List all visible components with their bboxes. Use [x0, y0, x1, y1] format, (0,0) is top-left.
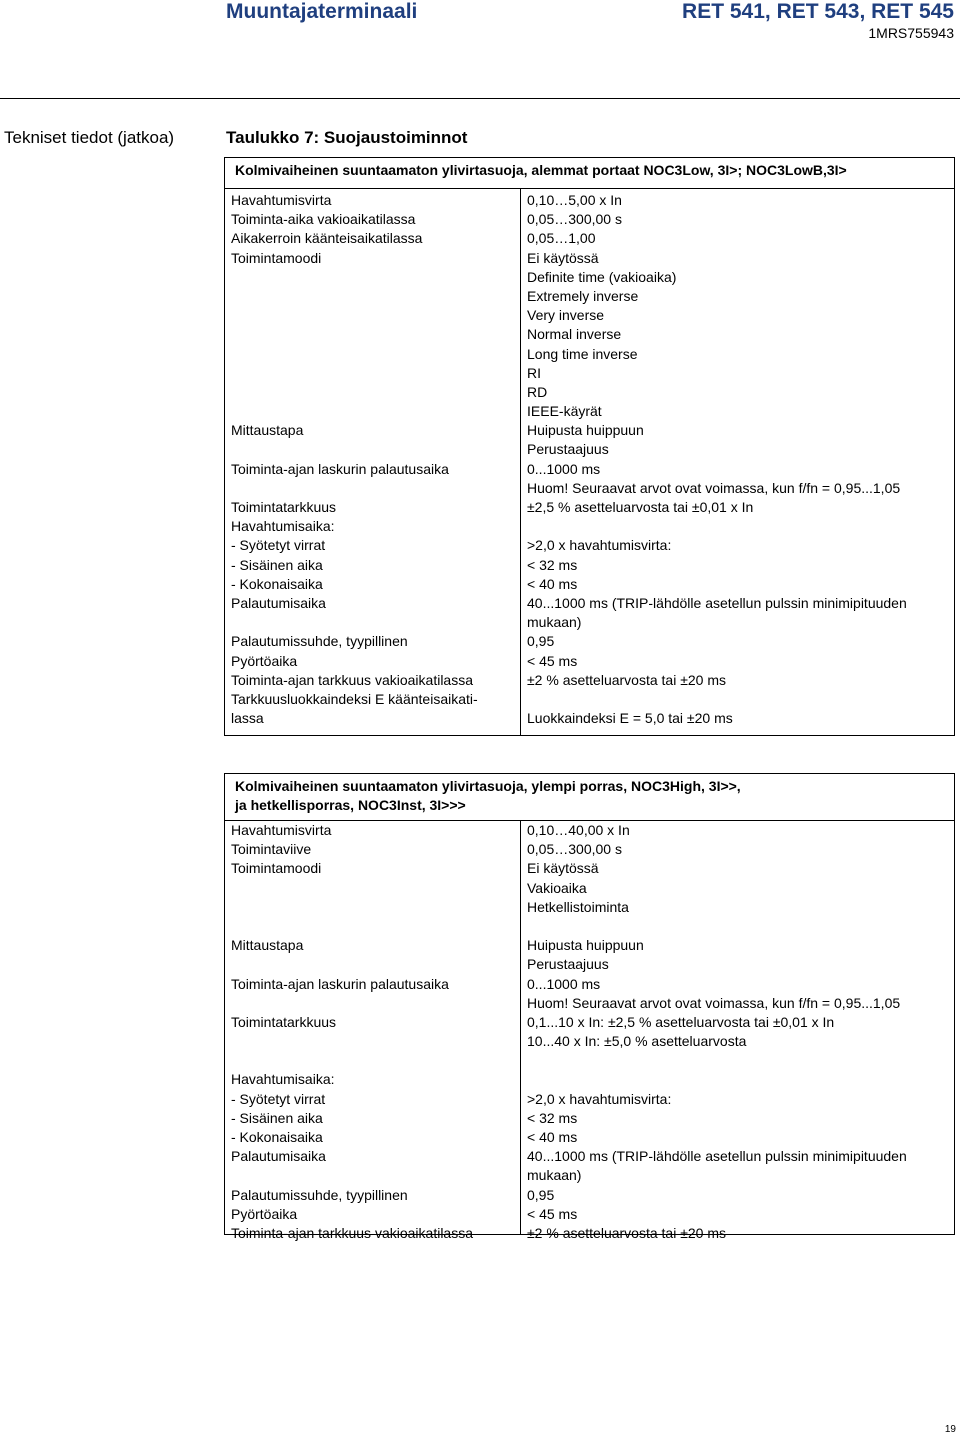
parameter-value: Vakioaika: [527, 879, 587, 896]
parameter-value: 0,95: [527, 633, 555, 650]
parameter-value: Huom! Seuraavat arvot ovat voimassa, kun f/fn = 0,95...1,05: [527, 994, 901, 1011]
parameter-label: Pyörtöaika: [231, 652, 298, 669]
parameter-value: mukaan): [527, 614, 582, 631]
parameter-label: Pyörtöaika: [231, 1205, 298, 1222]
parameter-value: < 32 ms: [527, 1109, 578, 1126]
page-number: 19: [944, 1424, 956, 1435]
parameter-label: Palautumisaika: [231, 594, 326, 611]
parameter-value: mukaan): [527, 1167, 582, 1184]
parameter-value: 0,10…40,00 x In: [527, 822, 630, 838]
table-heading: [225, 774, 954, 821]
parameter-value: ±2 % asetteluarvosta tai ±20 ms: [527, 1224, 727, 1241]
parameter-value: Definite time (vakioaika): [527, 268, 677, 285]
table-heading: Kolmivaiheinen suuntaamaton ylivirtasuoja, alemmat portaat NOC3Low, 3I>; NOC3LowB,3I>: [225, 158, 954, 189]
parameter-label: [231, 287, 513, 306]
parameter-label: - Sisäinen aika: [231, 1109, 323, 1126]
parameter-value: < 40 ms: [527, 575, 578, 592]
parameter-value: RI: [527, 364, 541, 381]
parameter-label: - Kokonaisaika: [231, 575, 323, 592]
parameter-label: [231, 402, 513, 421]
parameter-label: Toiminta-aika vakioaikatilassa: [231, 211, 416, 228]
parameter-label: [231, 917, 513, 936]
parameter-label: Tarkkuusluokkaindeksi E käänteisaikati-: [231, 690, 478, 707]
product-title: RET 541, RET 543, RET 545: [682, 0, 954, 23]
parameter-value: 0,95: [527, 1186, 555, 1203]
parameter-value: Hetkellistoiminta: [527, 898, 629, 915]
value-column: [527, 821, 951, 1243]
parameter-value: ±2,5 % asetteluarvosta tai ±0,01 x In: [527, 499, 754, 515]
column-divider: [520, 189, 521, 735]
parameter-value: 40...1000 ms (TRIP-lähdölle asetellun pulssin minimipituuden: [527, 594, 907, 611]
parameter-label: [231, 345, 513, 364]
parameter-value: RD: [527, 383, 548, 400]
parameter-value: 0...1000 ms: [527, 975, 601, 992]
parameter-column: [231, 191, 513, 728]
parameter-label: Toiminta-ajan laskurin palautusaika: [231, 460, 449, 477]
parameter-label: - Syötetyt virrat: [231, 537, 326, 554]
parameter-label: Toimintaviive: [231, 841, 312, 858]
document-title: Muuntajaterminaali: [226, 0, 418, 23]
parameter-label: Toiminta-ajan laskurin palautusaika: [231, 975, 449, 992]
parameter-label: [231, 1032, 513, 1051]
parameter-label: [231, 955, 513, 974]
parameter-label: [231, 306, 513, 325]
parameter-value: Huom! Seuraavat arvot ovat voimassa, kun f/fn = 0,95...1,05: [527, 479, 901, 496]
parameter-label: [231, 898, 513, 917]
parameter-value: Extremely inverse: [527, 287, 639, 304]
parameter-value: >2,0 x havahtumisvirta:: [527, 1090, 672, 1107]
parameter-value: 40...1000 ms (TRIP-lähdölle asetellun pulssin minimipituuden: [527, 1148, 907, 1165]
parameter-value: 0,05…300,00 s: [527, 211, 622, 228]
parameter-value: Normal inverse: [527, 326, 622, 343]
parameter-value: 10...40 x In: ±5,0 % asetteluarvosta: [527, 1033, 747, 1050]
parameter-column: [231, 821, 513, 1243]
parameter-label: [231, 1051, 513, 1070]
parameter-label: - Kokonaisaika: [231, 1129, 323, 1145]
protection-table-low-stage: [224, 157, 955, 736]
parameter-value: [527, 517, 951, 536]
parameter-label: Aikakerroin käänteisaikatilassa: [231, 230, 423, 247]
column-divider: [520, 821, 521, 1234]
parameter-label: [231, 613, 513, 632]
document-id: 1MRS755943: [868, 25, 954, 41]
parameter-label: Toiminta-ajan tarkkuus vakioaikatilassa: [231, 1224, 473, 1241]
parameter-value: [527, 1051, 951, 1070]
parameter-value: 0,10…5,00 x In: [527, 192, 622, 208]
parameter-value: >2,0 x havahtumisvirta:: [527, 537, 672, 554]
protection-table-high-stage: [224, 773, 955, 1241]
parameter-label: Palautumissuhde, tyypillinen: [231, 1186, 408, 1203]
parameter-label: [231, 383, 513, 402]
parameter-label: [231, 364, 513, 383]
parameter-label: [231, 268, 513, 287]
parameter-label: [231, 479, 513, 498]
parameter-label: Toimintatarkkuus: [231, 499, 337, 515]
parameter-label: Toimintatarkkuus: [231, 1013, 337, 1030]
parameter-label: Havahtumisaika:: [231, 1071, 335, 1088]
parameter-value: Perustaajuus: [527, 441, 609, 458]
parameter-value: [527, 1070, 951, 1089]
parameter-value: [527, 917, 951, 936]
parameter-label: Mittaustapa: [231, 422, 304, 439]
parameter-label: Havahtumisvirta: [231, 822, 332, 838]
parameter-value: [527, 690, 951, 709]
parameter-value: < 45 ms: [527, 652, 578, 669]
parameter-value: < 45 ms: [527, 1205, 578, 1222]
header-divider: [0, 98, 960, 99]
parameter-label: Palautumissuhde, tyypillinen: [231, 633, 408, 650]
table-caption: Taulukko 7: Suojaustoiminnot: [226, 128, 468, 147]
parameter-label: [231, 879, 513, 898]
table-heading-line: Kolmivaiheinen suuntaamaton ylivirtasuoja, ylempi porras, NOC3High, 3I>>,: [235, 778, 741, 794]
parameter-label: [231, 440, 513, 459]
parameter-value: Ei käytössä: [527, 860, 599, 877]
parameter-value: Huipusta huippuun: [527, 422, 644, 439]
parameter-label: - Syötetyt virrat: [231, 1090, 326, 1107]
parameter-label: Mittaustapa: [231, 937, 304, 954]
table-heading-line: ja hetkellisporras, NOC3Inst, 3I>>>: [235, 797, 466, 813]
parameter-value: Long time inverse: [527, 345, 638, 362]
parameter-value: Luokkaindeksi E = 5,0 tai ±20 ms: [527, 710, 733, 727]
parameter-value: Huipusta huippuun: [527, 937, 644, 954]
parameter-label: Toimintamoodi: [231, 860, 322, 877]
parameter-value: < 32 ms: [527, 556, 578, 573]
parameter-label: Toimintamoodi: [231, 249, 322, 266]
parameter-value: 0,1...10 x In: ±2,5 % asetteluarvosta tai ±0,01 x In: [527, 1013, 835, 1030]
parameter-label: - Sisäinen aika: [231, 556, 323, 573]
parameter-value: 0,05…1,00: [527, 230, 596, 247]
parameter-value: Ei käytössä: [527, 249, 599, 266]
value-column: [527, 191, 951, 728]
parameter-value: ±2 % asetteluarvosta tai ±20 ms: [527, 671, 727, 688]
parameter-label: [231, 1166, 513, 1185]
parameter-value: < 40 ms: [527, 1129, 578, 1145]
parameter-value: 0...1000 ms: [527, 460, 601, 477]
parameter-value: Very inverse: [527, 307, 605, 324]
parameter-label: Havahtumisvirta: [231, 192, 332, 208]
parameter-value: 0,05…300,00 s: [527, 841, 622, 858]
parameter-label: Havahtumisaika:: [231, 518, 335, 535]
parameter-value: IEEE-käyrät: [527, 403, 602, 420]
parameter-label: [231, 994, 513, 1013]
parameter-label: lassa: [231, 710, 264, 727]
parameter-label: [231, 325, 513, 344]
section-title: Tekniset tiedot (jatkoa): [4, 128, 175, 147]
parameter-label: Palautumisaika: [231, 1148, 326, 1165]
parameter-value: Perustaajuus: [527, 956, 609, 973]
parameter-label: Toiminta-ajan tarkkuus vakioaikatilassa: [231, 671, 473, 688]
